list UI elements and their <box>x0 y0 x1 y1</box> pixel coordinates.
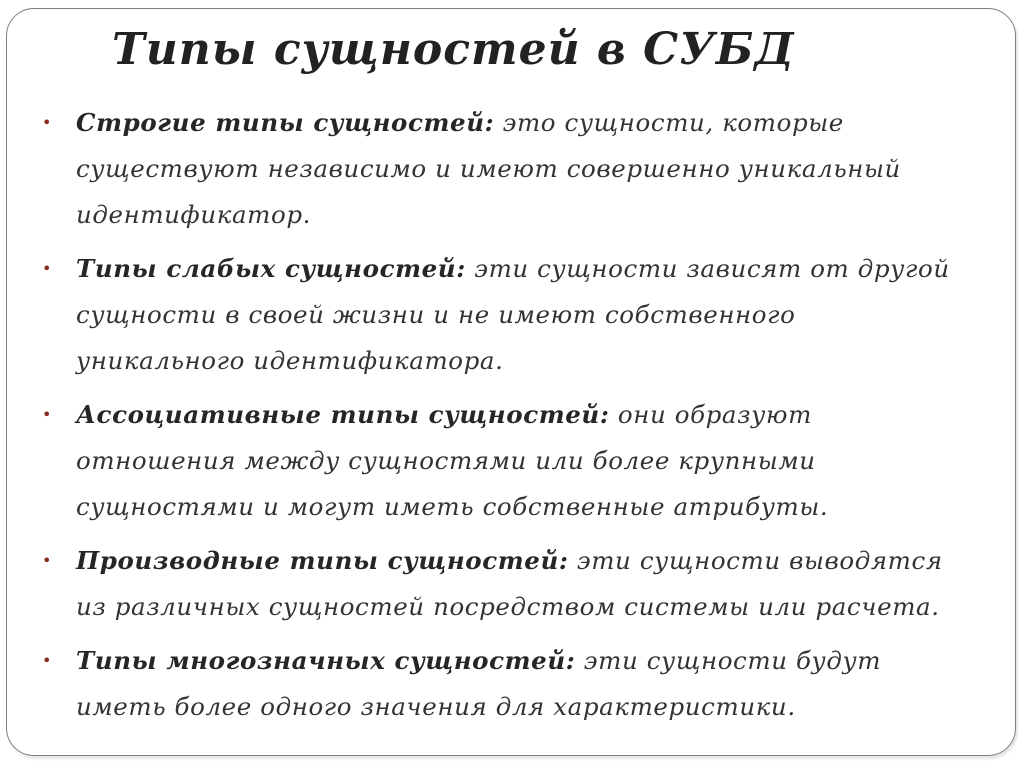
bullet-icon: • <box>42 405 53 424</box>
bullet-icon: • <box>42 551 53 570</box>
slide-title: Типы сущностей в СУБД <box>112 24 795 75</box>
item-text: это сущности, которые существуют независимо и имеют совершенно уникальный идентификатор. <box>76 108 901 229</box>
list-item <box>42 246 956 392</box>
item-term: Типы многозначных сущностей: <box>76 646 576 675</box>
list-item <box>42 538 956 638</box>
bullet-icon: • <box>42 259 53 278</box>
item-term: Строгие типы сущностей: <box>76 108 495 137</box>
item-text: они образуют отношения между сущностями или более крупными сущностями и могут иметь собственные атрибуты. <box>76 400 829 521</box>
list-item <box>42 638 956 734</box>
bullet-list <box>0 100 1024 734</box>
list-item <box>42 100 956 246</box>
item-term: Производные типы сущностей: <box>76 546 569 575</box>
list-item <box>42 392 956 538</box>
item-text: эти сущности будут иметь более одного значения для характеристики. <box>76 646 882 721</box>
item-term: Типы слабых сущностей: <box>76 254 466 283</box>
item-text: эти сущности выводятся из различных сущностей посредством системы или расчета. <box>76 546 943 621</box>
item-text: эти сущности зависят от другой сущности в своей жизни и не имеют собственного уникального идентификатора. <box>76 254 950 375</box>
bullet-icon: • <box>42 651 53 670</box>
item-term: Ассоциативные типы сущностей: <box>76 400 610 429</box>
bullet-icon: • <box>42 113 53 132</box>
